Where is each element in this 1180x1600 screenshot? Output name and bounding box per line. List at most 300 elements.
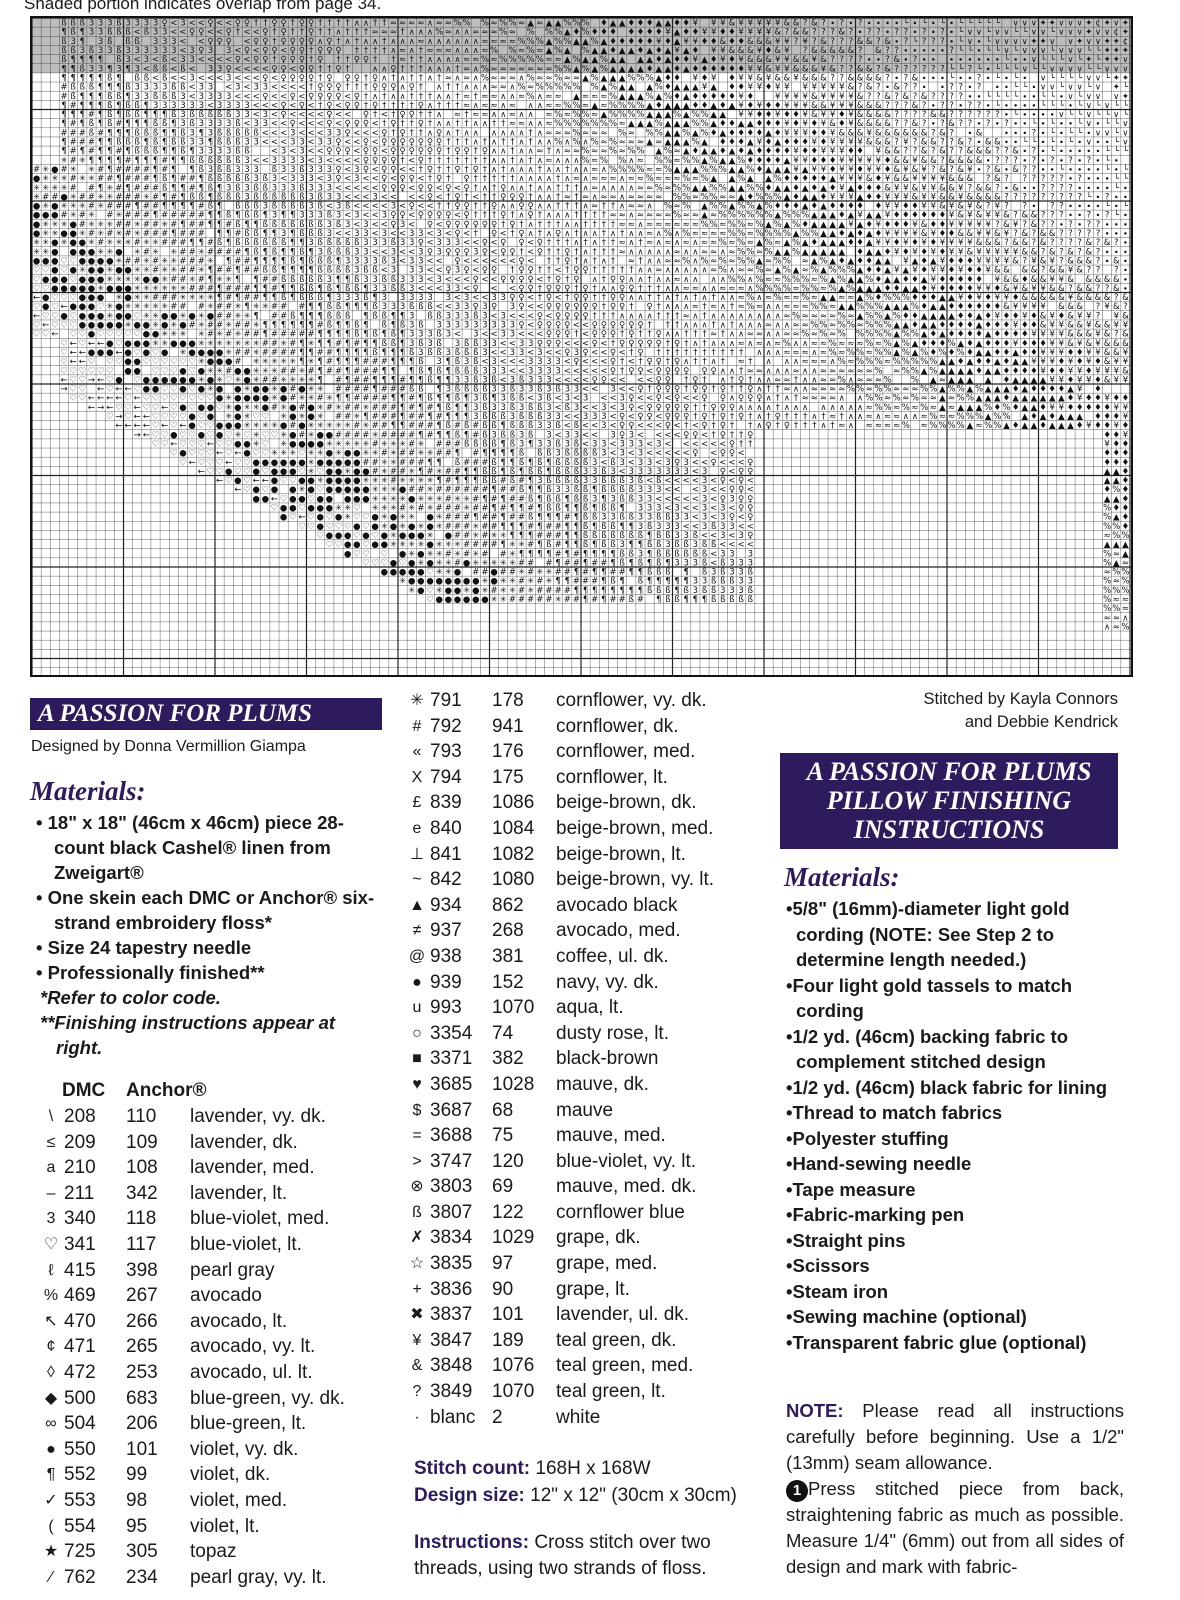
svg-text:?: ? [931,147,936,157]
svg-text:#: # [207,330,214,340]
svg-text:∧: ∧ [720,293,726,303]
svg-text:≈: ≈ [646,192,653,202]
svg-text:└: └ [995,91,1001,102]
svg-text:ß: ß [135,147,140,157]
svg-text:▲: ▲ [637,55,644,65]
svg-text:<: < [408,183,415,193]
svg-text:▲: ▲ [646,55,653,65]
svg-text:?: ? [949,83,954,93]
svg-text:♀: ♀ [317,46,323,56]
svg-text:♦: ♦ [820,138,828,148]
svg-text:≈: ≈ [545,101,552,111]
svg-text:%: % [902,293,910,303]
svg-text:¥: ¥ [1013,284,1019,294]
svg-text:ß: ß [180,64,185,74]
svg-text:∙: ∙ [1068,174,1073,184]
svg-text:%: % [710,192,718,202]
svg-text:<: < [317,119,324,129]
svg-text:♀: ♀ [262,28,268,38]
svg-text:✦: ✦ [1122,92,1129,102]
svg-text:?: ? [1050,238,1055,248]
stitch-count: 168H x 168W [535,1458,650,1479]
svg-text:¥: ¥ [674,46,680,56]
svg-text:♀: ♀ [427,147,433,157]
anchor-number: 267 [126,1283,158,1309]
svg-text:†: † [565,165,570,175]
svg-text:?: ? [931,64,936,74]
svg-text:?: ? [885,55,890,65]
svg-text:ß: ß [244,229,249,239]
svg-text:ß: ß [80,64,85,74]
svg-text:▲: ▲ [820,293,827,303]
svg-text:▲: ▲ [665,55,672,65]
svg-text:¥: ¥ [1013,247,1019,257]
svg-text:¥: ¥ [802,92,808,102]
svg-text:∧: ∧ [665,284,671,294]
svg-text:▲: ▲ [912,284,919,294]
svg-text:¶: ¶ [400,311,405,321]
svg-text:♦: ♦ [957,275,965,285]
svg-text:♀: ♀ [390,64,396,74]
svg-text:✳: ✳ [143,284,150,294]
color-name: teal green, med. [556,1353,693,1379]
svg-text:¶: ¶ [70,110,75,120]
svg-text:ß: ß [263,238,268,248]
svg-text:▲: ▲ [829,211,836,221]
svg-text:?: ? [913,64,918,74]
svg-text:¥: ¥ [848,101,854,111]
svg-text:†: † [492,174,497,184]
color-name: black-brown [556,1046,658,1072]
svg-text:♀: ♀ [546,330,552,340]
svg-text:∙: ∙ [967,83,972,93]
svg-text:♦: ♦ [966,275,974,285]
svg-text:✳: ✳ [125,321,132,331]
svg-text:ß: ß [290,220,295,230]
svg-text:♦: ♦ [701,101,709,111]
svg-text:≈: ≈ [600,192,607,202]
svg-text:3: 3 [391,256,396,266]
anchor-number: 268 [492,918,524,944]
svg-text:▲: ▲ [839,247,846,257]
svg-text:?: ? [785,28,790,38]
svg-text:♀: ♀ [390,165,396,175]
svg-text:†: † [620,330,625,340]
svg-text:∧: ∧ [454,28,460,38]
svg-text:?: ? [1023,165,1028,175]
svg-text:#: # [280,302,287,312]
svg-text:¥: ¥ [775,64,781,74]
svg-text:∙: ∙ [967,92,972,102]
svg-text:%: % [554,83,562,93]
svg-text:♦: ♦ [646,64,654,74]
svg-text:∧: ∧ [582,174,588,184]
color-name: beige-brown, vy. lt. [556,867,714,893]
svg-text:<: < [308,156,315,166]
svg-text:<: < [134,28,141,38]
svg-text:?: ? [995,183,1000,193]
svg-text:?: ? [1004,202,1009,212]
svg-text:¶: ¶ [98,101,103,111]
svg-text:♀: ♀ [363,147,369,157]
svg-text:▲: ▲ [710,147,717,157]
svg-text:∧: ∧ [628,311,634,321]
color-key-row [40,1130,400,1156]
svg-text:♡: ♡ [69,321,77,331]
svg-text:%: % [774,174,782,184]
svg-text:<: < [308,101,315,111]
svg-text:∧: ∧ [729,311,735,321]
svg-text:∧: ∧ [537,119,543,129]
svg-text:ß: ß [189,110,194,120]
svg-text:♦: ♦ [765,119,773,129]
svg-text:≈: ≈ [710,238,717,248]
svg-text:<: < [271,73,278,83]
svg-text:†: † [309,55,314,65]
svg-text:∙: ∙ [1040,128,1045,138]
svg-text:≈: ≈ [500,83,507,93]
svg-text:♦: ♦ [609,46,617,56]
svg-text:†: † [428,110,433,120]
svg-text:#: # [42,192,49,202]
svg-text:└: └ [1050,146,1056,157]
anchor-number: 253 [126,1360,158,1386]
svg-text:%: % [710,183,718,193]
svg-text:▲: ▲ [784,156,791,166]
svg-text:∙: ∙ [885,19,890,29]
svg-text:¥: ¥ [1031,302,1037,312]
svg-text:└: └ [1123,201,1129,212]
svg-text:†: † [529,128,534,138]
svg-text:∙: ∙ [1004,73,1009,83]
svg-text:∙: ∙ [1068,165,1073,175]
svg-text:3: 3 [501,293,506,303]
anchor-number: 152 [492,970,524,996]
svg-text:∧: ∧ [518,110,524,120]
svg-text:¥: ¥ [985,266,991,276]
svg-text:∧: ∧ [528,101,534,111]
svg-text:3: 3 [199,101,204,111]
svg-text:●: ● [88,311,95,321]
color-name: dusty rose, lt. [556,1021,669,1047]
svg-text:ß: ß [345,311,350,321]
svg-text:&: & [948,156,955,166]
svg-text:▲: ▲ [829,293,836,303]
svg-text:†: † [483,165,488,175]
svg-text:♀: ♀ [326,46,332,56]
svg-text:3: 3 [144,19,149,29]
svg-text:●: ● [143,275,150,285]
svg-text:&: & [994,174,1001,184]
svg-text:∧: ∧ [720,302,726,312]
svg-text:♀: ♀ [518,293,524,303]
svg-text:&: & [1076,256,1083,266]
svg-text:≈: ≈ [756,302,763,312]
svg-text:♀: ♀ [281,19,287,29]
svg-text:¶: ¶ [281,247,286,257]
svg-text:└: └ [995,72,1001,83]
svg-text:∙: ∙ [931,101,936,111]
svg-text:≈: ≈ [491,28,498,38]
svg-text:♀: ♀ [409,110,415,120]
dmc-number: 934 [430,893,462,919]
svg-text:%: % [893,311,901,321]
svg-text:≈: ≈ [545,110,552,120]
svg-text:¥: ¥ [748,83,754,93]
svg-text:≈: ≈ [674,147,681,157]
svg-text:%: % [572,138,580,148]
svg-text:∧: ∧ [738,321,744,331]
svg-text:♦: ♦ [994,284,1002,294]
svg-text:♡: ♡ [69,330,77,340]
svg-text:3: 3 [354,165,359,175]
svg-text:♀: ♀ [464,220,470,230]
svg-text:♦: ♦ [756,128,764,138]
svg-text:≈: ≈ [802,266,809,276]
svg-text:¥: ¥ [793,165,799,175]
svg-text:∧: ∧ [509,165,515,175]
svg-text:#: # [97,238,104,248]
svg-text:✳: ✳ [253,302,260,312]
svg-text:∙: ∙ [1050,110,1055,120]
svg-text:∨: ∨ [1058,64,1064,74]
svg-text:?: ? [812,28,817,38]
svg-text:♦: ♦ [728,73,736,83]
color-name: white [556,1405,600,1431]
svg-text:♦: ♦ [838,256,846,266]
svg-text:¥: ¥ [1004,293,1010,303]
svg-text:#: # [51,192,58,202]
svg-text:✳: ✳ [198,247,205,257]
svg-text:<: < [426,256,433,266]
svg-text:∙: ∙ [1022,92,1027,102]
svg-text:&: & [1076,302,1083,312]
svg-text:&: & [720,37,727,47]
svg-text:♦: ♦ [856,147,864,157]
svg-text:3: 3 [354,293,359,303]
svg-text:♦: ♦ [637,46,645,56]
svg-text:∨: ∨ [1040,46,1046,56]
svg-text:?: ? [849,28,854,38]
svg-text:♀: ♀ [555,330,561,340]
svg-text:?: ? [1077,229,1082,239]
svg-text:¥: ¥ [784,119,790,129]
anchor-number: 2 [492,1405,503,1431]
svg-text:#: # [298,302,305,312]
svg-text:%: % [563,83,571,93]
svg-text:†: † [648,321,653,331]
svg-text:▲: ▲ [683,46,690,56]
svg-text:¥: ¥ [958,266,964,276]
svg-text:✳: ✳ [243,311,250,321]
svg-text:≈: ≈ [619,220,626,230]
svg-text:∙: ∙ [1104,183,1109,193]
svg-text:†: † [355,28,360,38]
svg-text:¶: ¶ [98,83,103,93]
svg-text:&: & [784,73,791,83]
svg-text:<: < [399,202,406,212]
svg-text:¥: ¥ [995,275,1001,285]
svg-text:ß: ß [217,156,222,166]
svg-text:#: # [225,311,232,321]
svg-text:∧: ∧ [528,119,534,129]
svg-text:#: # [198,256,205,266]
svg-text:¥: ¥ [876,220,882,230]
svg-text:∧: ∧ [372,37,378,47]
color-symbol: е [406,816,428,842]
svg-text:%: % [774,229,782,239]
svg-text:∧: ∧ [592,275,598,285]
svg-text:∧: ∧ [592,238,598,248]
svg-text:3: 3 [418,275,423,285]
color-key-row [406,1046,766,1072]
color-key-right [406,688,766,1430]
svg-text:✳: ✳ [179,311,186,321]
anchor-number: 862 [492,893,524,919]
svg-text:¥: ¥ [738,73,744,83]
svg-text:∧: ∧ [711,311,717,321]
svg-text:3: 3 [208,83,213,93]
svg-text:#: # [125,220,132,230]
svg-text:≈: ≈ [765,256,772,266]
svg-text:&: & [1067,247,1074,257]
svg-text:♀: ♀ [427,192,433,202]
svg-text:●: ● [51,275,58,285]
svg-text:<: < [472,256,479,266]
svg-text:†: † [693,330,698,340]
svg-text:ß: ß [135,110,140,120]
color-name: blue-green, lt. [190,1411,306,1437]
svg-text:♦: ♦ [920,256,928,266]
svg-text:♡: ♡ [51,302,59,312]
svg-text:∨: ∨ [1113,19,1119,29]
svg-text:?: ? [986,119,991,129]
svg-text:&: & [985,183,992,193]
svg-text:∙: ∙ [995,55,1000,65]
svg-text:≈: ≈ [811,293,818,303]
svg-text:¶: ¶ [217,202,222,212]
svg-text:&: & [1021,238,1028,248]
svg-text:∧: ∧ [473,128,479,138]
svg-text:≈: ≈ [573,147,580,157]
svg-text:?: ? [958,83,963,93]
svg-text:%: % [636,147,644,157]
svg-text:✳: ✳ [88,211,95,221]
svg-text:ß: ß [290,275,295,285]
svg-text:<: < [353,183,360,193]
svg-text:3: 3 [491,321,496,331]
svg-text:¶: ¶ [217,211,222,221]
svg-text:▲: ▲ [738,192,745,202]
svg-text:ß: ß [153,92,158,102]
svg-text:✳: ✳ [170,266,177,276]
svg-text:♦: ♦ [692,46,700,56]
svg-text:†: † [391,101,396,111]
svg-text:¥: ¥ [738,110,744,120]
svg-text:✳: ✳ [125,238,132,248]
svg-text:≈: ≈ [545,92,552,102]
svg-text:&: & [884,92,891,102]
svg-text:∧: ∧ [564,174,570,184]
svg-text:†: † [712,293,717,303]
svg-text:%: % [481,55,489,65]
svg-text:∧: ∧ [756,321,762,331]
svg-text:&: & [729,19,736,29]
color-name: avocado, lt. [190,1309,287,1335]
svg-text:#: # [134,165,141,175]
svg-text:ß: ß [354,330,359,340]
svg-text:%: % [609,165,617,175]
svg-text:<: < [582,330,589,340]
svg-text:?: ? [1059,174,1064,184]
svg-text:¥: ¥ [949,202,955,212]
svg-text:●: ● [69,284,76,294]
svg-text:?: ? [1023,174,1028,184]
svg-text:♦: ♦ [994,321,1002,331]
svg-text:♀: ♀ [454,256,460,266]
svg-text:└: └ [986,91,992,102]
svg-text:●: ● [115,311,122,321]
svg-text:¥: ¥ [867,128,873,138]
svg-text:♦: ♦ [966,311,974,321]
svg-text:●: ● [51,247,58,257]
svg-text:●: ● [69,266,76,276]
svg-text:?: ? [913,138,918,148]
svg-text:▲: ▲ [729,174,736,184]
svg-text:♦: ♦ [765,138,773,148]
color-key-row [406,918,766,944]
svg-text:∧: ∧ [454,46,460,56]
svg-text:♦: ♦ [728,55,736,65]
svg-text:%: % [536,55,544,65]
svg-text:∧: ∧ [427,19,433,29]
svg-text:▲: ▲ [628,92,635,102]
svg-text:&: & [1086,238,1093,248]
svg-text:3: 3 [354,229,359,239]
svg-text:∧: ∧ [537,138,543,148]
svg-text:✳: ✳ [42,229,49,239]
color-name: violet, vy. dk. [190,1437,298,1463]
color-key-row [40,1565,400,1591]
svg-text:?: ? [1004,156,1009,166]
svg-text:%: % [582,156,590,166]
color-key-row [406,970,766,996]
color-symbol: ✳ [406,688,428,714]
svg-text:¶: ¶ [253,311,258,321]
svg-text:≈: ≈ [783,311,790,321]
svg-text:¥: ¥ [1059,275,1065,285]
svg-text:ß: ß [144,28,149,38]
pillow-materials-item: • Steam iron [786,1279,1126,1305]
svg-text:¶: ¶ [263,211,268,221]
color-key-row [40,1539,400,1565]
svg-text:3: 3 [382,229,387,239]
svg-text:%: % [737,256,745,266]
svg-text:†: † [236,28,241,38]
svg-text:†: † [510,156,515,166]
svg-text:≈: ≈ [655,174,662,184]
svg-text:♦: ♦ [1058,311,1066,321]
svg-text:&: & [930,110,937,120]
svg-text:∧: ∧ [445,55,451,65]
svg-text:♀: ♀ [582,293,588,303]
svg-text:&: & [1086,284,1093,294]
svg-text:♀: ♀ [555,284,561,294]
svg-text:▲: ▲ [903,284,910,294]
svg-text:♀: ♀ [399,128,405,138]
svg-text:<: < [353,156,360,166]
svg-text:<: < [362,183,369,193]
